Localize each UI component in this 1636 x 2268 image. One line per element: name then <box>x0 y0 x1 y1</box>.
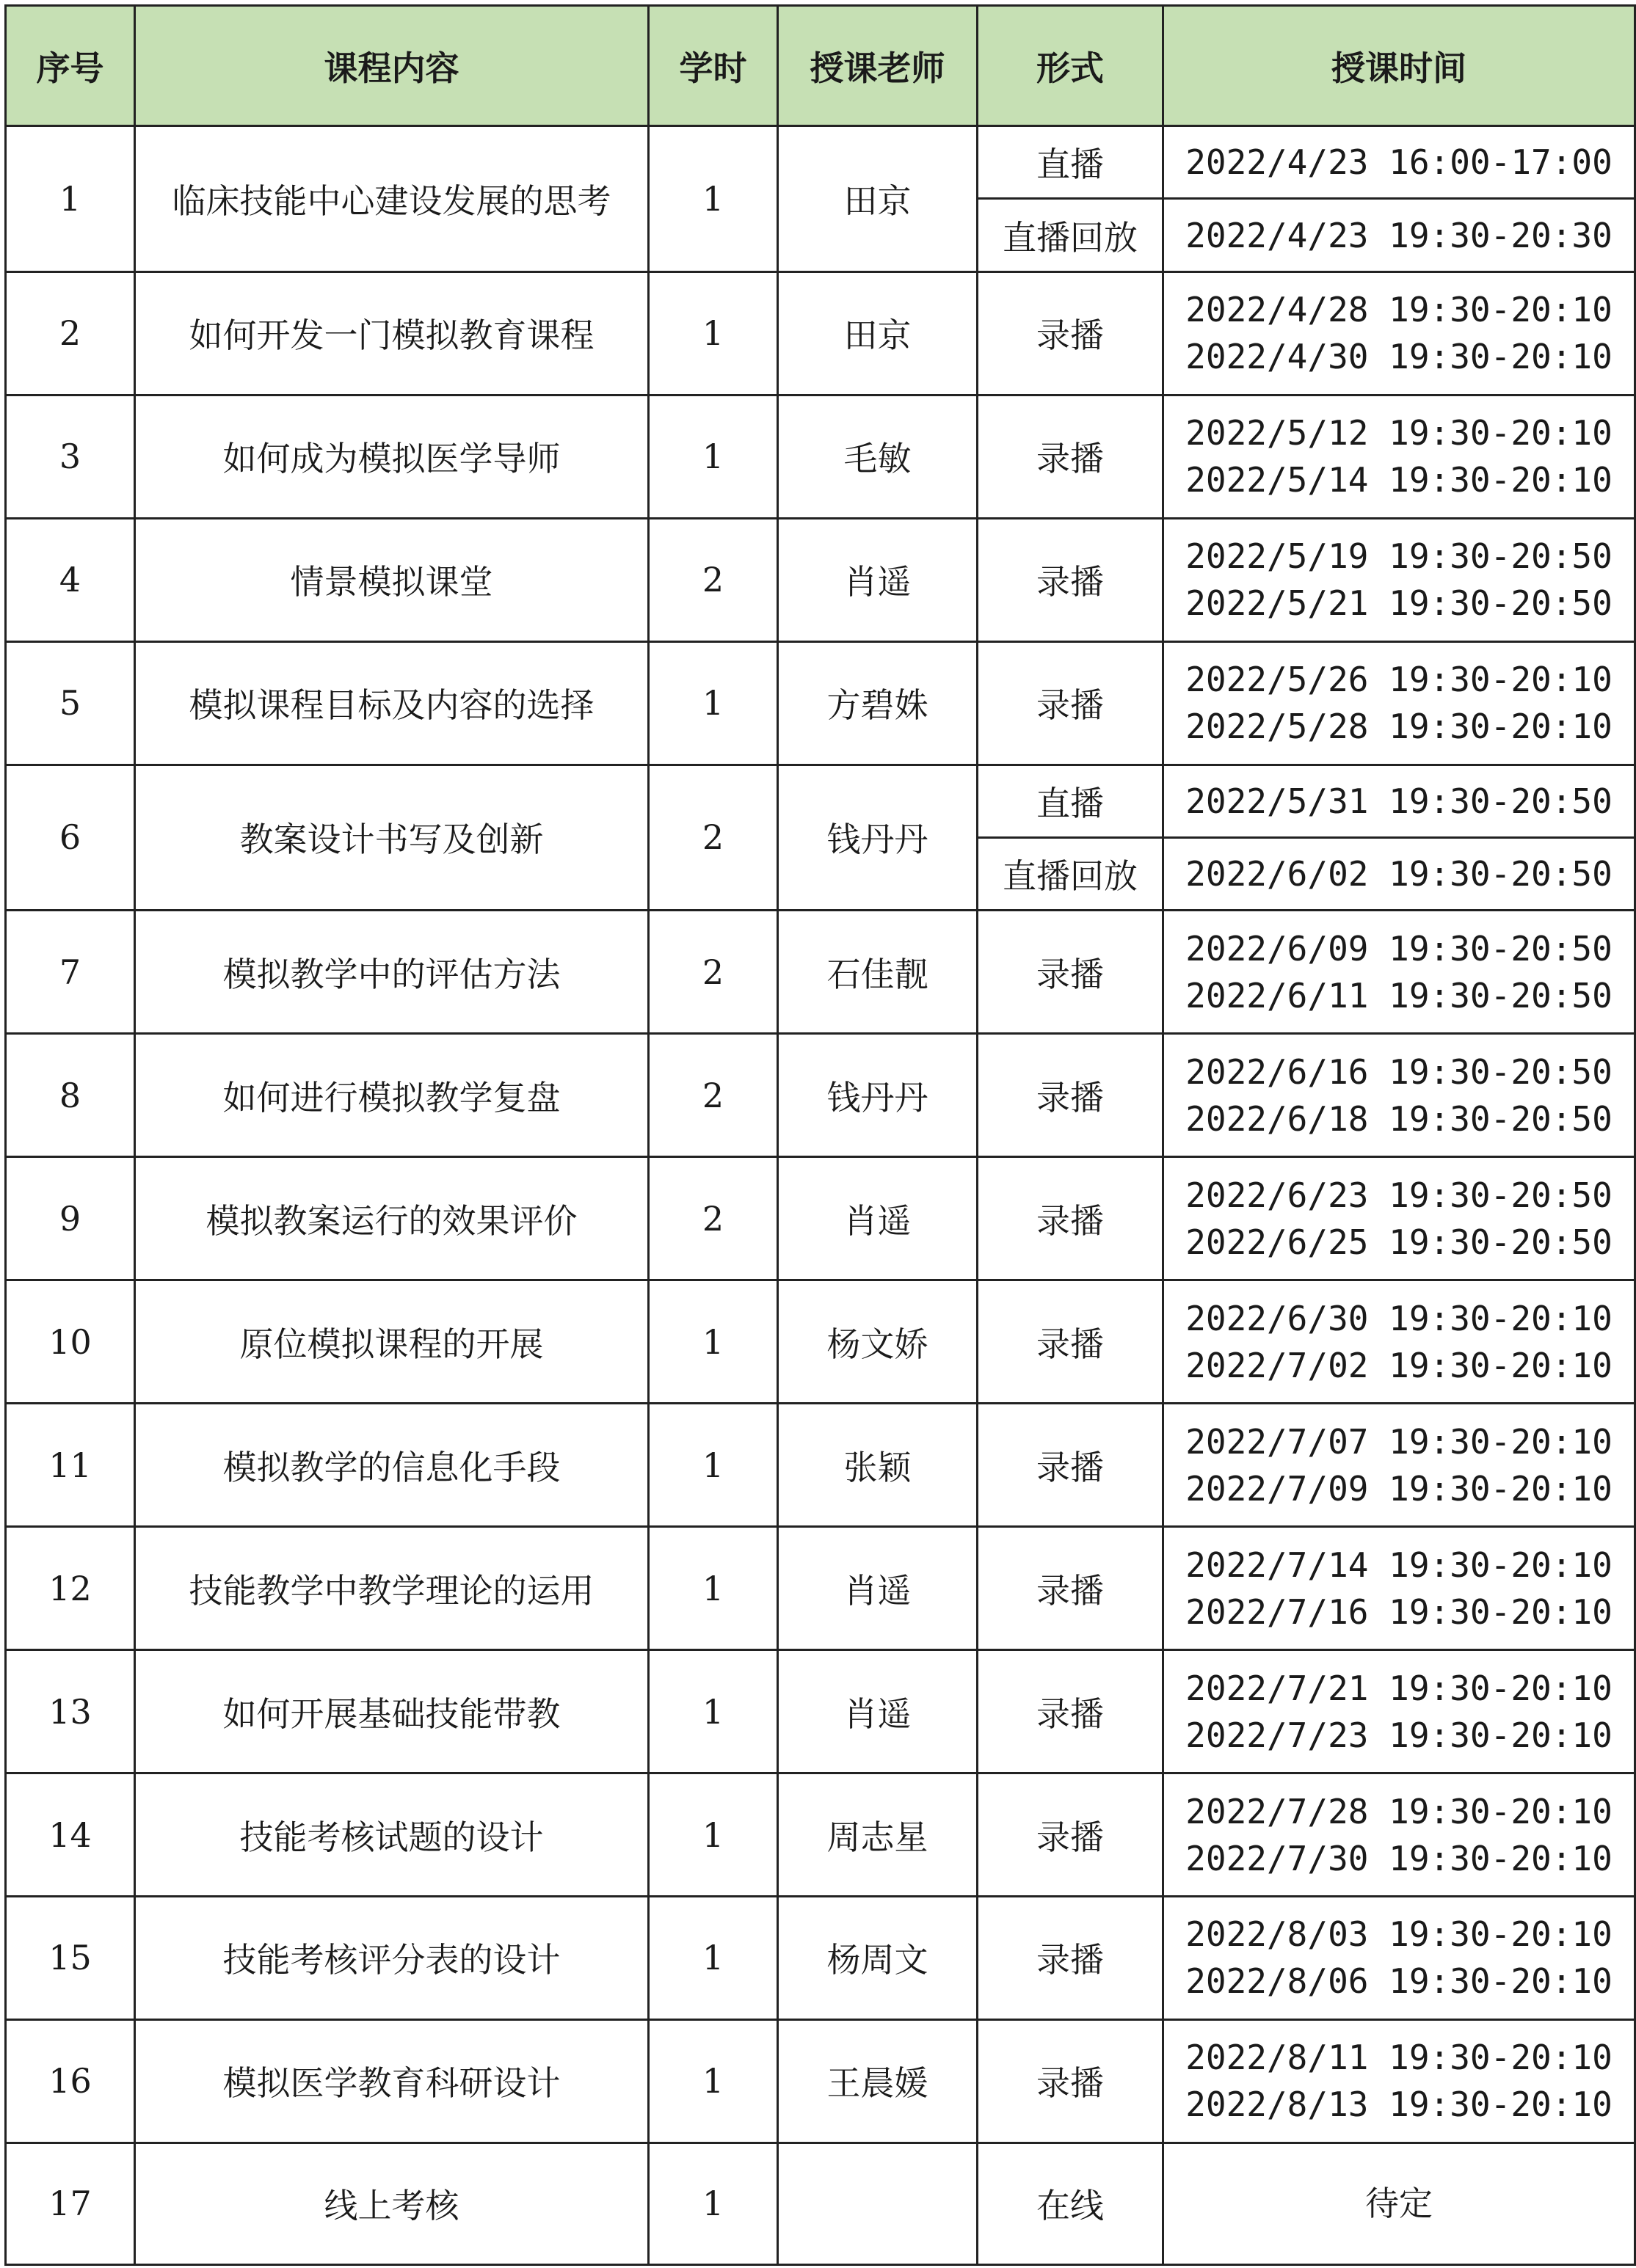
table-row <box>6 1527 1635 1650</box>
cell-hours: 2 <box>649 911 778 1034</box>
cell-time <box>1163 271 1635 395</box>
header-index: 序号 <box>6 6 135 126</box>
cell-course: 如何开发一门模拟教育课程 <box>135 271 649 395</box>
time-slot: 2022/8/03 19:30-20:10 <box>1185 1914 1613 1955</box>
cell-time <box>1163 395 1635 518</box>
cell-teacher <box>778 2143 978 2264</box>
table-row <box>6 1773 1635 1897</box>
cell-course: 线上考核 <box>135 2143 649 2264</box>
time-slot: 2022/7/07 19:30-20:10 <box>1185 1421 1613 1462</box>
table-row <box>6 765 1635 837</box>
cell-format: 在线 <box>978 2143 1163 2264</box>
cell-time <box>1163 765 1635 837</box>
cell-hours: 1 <box>649 2143 778 2264</box>
cell-format: 录播 <box>978 1650 1163 1773</box>
table-row <box>6 1280 1635 1404</box>
table-row <box>6 1650 1635 1773</box>
cell-time <box>1163 1034 1635 1157</box>
time-slot: 2022/7/30 19:30-20:10 <box>1185 1838 1613 1878</box>
cell-index: 1 <box>6 126 135 272</box>
time-slot: 2022/4/23 16:00-17:00 <box>1185 142 1613 183</box>
cell-time <box>1163 641 1635 765</box>
cell-index: 15 <box>6 1897 135 2020</box>
cell-course: 技能考核试题的设计 <box>135 1773 649 1897</box>
cell-course: 模拟课程目标及内容的选择 <box>135 641 649 765</box>
cell-hours: 1 <box>649 1773 778 1897</box>
cell-time <box>1163 2019 1635 2143</box>
cell-teacher: 周志星 <box>778 1773 978 1897</box>
table-row <box>6 1157 1635 1280</box>
cell-hours: 1 <box>649 271 778 395</box>
table-row <box>6 518 1635 641</box>
cell-teacher: 毛敏 <box>778 395 978 518</box>
cell-index: 5 <box>6 641 135 765</box>
table-header <box>6 6 1635 126</box>
header-course: 课程内容 <box>135 6 649 126</box>
cell-teacher: 田京 <box>778 126 978 272</box>
time-slot: 2022/5/31 19:30-20:50 <box>1185 781 1613 821</box>
time-slot: 2022/5/14 19:30-20:10 <box>1185 460 1613 500</box>
cell-format: 录播 <box>978 2019 1163 2143</box>
cell-format: 直播 <box>978 765 1163 837</box>
cell-index: 13 <box>6 1650 135 1773</box>
cell-hours: 1 <box>649 641 778 765</box>
table-row <box>6 911 1635 1034</box>
cell-time <box>1163 1897 1635 2020</box>
cell-time <box>1163 837 1635 910</box>
time-slot: 2022/6/09 19:30-20:50 <box>1185 928 1613 969</box>
cell-teacher: 杨文娇 <box>778 1280 978 1404</box>
cell-format: 录播 <box>978 1527 1163 1650</box>
time-slot: 2022/7/28 19:30-20:10 <box>1185 1791 1613 1831</box>
cell-index: 4 <box>6 518 135 641</box>
cell-teacher: 王晨媛 <box>778 2019 978 2143</box>
cell-hours: 1 <box>649 1527 778 1650</box>
time-slot: 2022/4/23 19:30-20:30 <box>1185 215 1613 255</box>
time-slot: 2022/5/19 19:30-20:50 <box>1185 536 1613 577</box>
header-row <box>6 6 1635 126</box>
cell-time <box>1163 1773 1635 1897</box>
cell-format: 录播 <box>978 1280 1163 1404</box>
cell-course: 原位模拟课程的开展 <box>135 1280 649 1404</box>
cell-teacher: 钱丹丹 <box>778 1034 978 1157</box>
cell-hours: 2 <box>649 1034 778 1157</box>
cell-time <box>1163 1404 1635 1527</box>
time-slot: 2022/6/16 19:30-20:50 <box>1185 1051 1613 1092</box>
cell-teacher: 杨周文 <box>778 1897 978 2020</box>
time-slot: 2022/7/23 19:30-20:10 <box>1185 1715 1613 1755</box>
cell-hours: 1 <box>649 1897 778 2020</box>
time-slot: 2022/5/28 19:30-20:10 <box>1185 707 1613 747</box>
cell-teacher: 肖遥 <box>778 1650 978 1773</box>
time-slot: 待定 <box>1365 2184 1433 2224</box>
cell-time <box>1163 1157 1635 1280</box>
cell-format: 录播 <box>978 395 1163 518</box>
cell-teacher: 肖遥 <box>778 1527 978 1650</box>
time-slot: 2022/7/02 19:30-20:10 <box>1185 1345 1613 1385</box>
cell-course: 如何开展基础技能带教 <box>135 1650 649 1773</box>
cell-teacher: 田京 <box>778 271 978 395</box>
cell-time <box>1163 1527 1635 1650</box>
cell-hours: 1 <box>649 1650 778 1773</box>
cell-index: 17 <box>6 2143 135 2264</box>
cell-course: 模拟教案运行的效果评价 <box>135 1157 649 1280</box>
time-slot: 2022/7/16 19:30-20:10 <box>1185 1591 1613 1632</box>
cell-index: 2 <box>6 271 135 395</box>
table-row <box>6 1897 1635 2020</box>
header-time: 授课时间 <box>1163 6 1635 126</box>
time-slot: 2022/4/28 19:30-20:10 <box>1185 290 1613 330</box>
time-slot: 2022/5/21 19:30-20:50 <box>1185 583 1613 624</box>
cell-format: 录播 <box>978 641 1163 765</box>
cell-index: 10 <box>6 1280 135 1404</box>
cell-index: 14 <box>6 1773 135 1897</box>
cell-format: 录播 <box>978 911 1163 1034</box>
table-row <box>6 641 1635 765</box>
cell-hours: 1 <box>649 126 778 272</box>
time-slot: 2022/6/18 19:30-20:50 <box>1185 1098 1613 1139</box>
cell-index: 3 <box>6 395 135 518</box>
cell-course: 临床技能中心建设发展的思考 <box>135 126 649 272</box>
cell-format: 直播回放 <box>978 837 1163 910</box>
cell-course: 技能考核评分表的设计 <box>135 1897 649 2020</box>
table-row <box>6 271 1635 395</box>
cell-teacher: 肖遥 <box>778 518 978 641</box>
table-row <box>6 395 1635 518</box>
time-slot: 2022/6/02 19:30-20:50 <box>1185 854 1613 894</box>
time-slot: 2022/5/12 19:30-20:10 <box>1185 413 1613 453</box>
cell-course: 模拟医学教育科研设计 <box>135 2019 649 2143</box>
cell-format: 录播 <box>978 1157 1163 1280</box>
time-slot: 2022/6/30 19:30-20:10 <box>1185 1298 1613 1338</box>
cell-course: 如何成为模拟医学导师 <box>135 395 649 518</box>
cell-index: 11 <box>6 1404 135 1527</box>
cell-hours: 2 <box>649 1157 778 1280</box>
header-teacher: 授课老师 <box>778 6 978 126</box>
cell-index: 9 <box>6 1157 135 1280</box>
cell-time <box>1163 1650 1635 1773</box>
cell-time <box>1163 1280 1635 1404</box>
cell-format: 直播回放 <box>978 199 1163 271</box>
cell-format: 录播 <box>978 518 1163 641</box>
cell-course: 教案设计书写及创新 <box>135 765 649 911</box>
cell-time <box>1163 518 1635 641</box>
table-row <box>6 2019 1635 2143</box>
cell-time <box>1163 199 1635 271</box>
table-row <box>6 126 1635 199</box>
cell-teacher: 张颖 <box>778 1404 978 1527</box>
cell-index: 12 <box>6 1527 135 1650</box>
time-slot: 2022/7/14 19:30-20:10 <box>1185 1545 1613 1585</box>
table-row <box>6 1034 1635 1157</box>
cell-format: 录播 <box>978 1034 1163 1157</box>
cell-format: 直播 <box>978 126 1163 199</box>
cell-hours: 1 <box>649 1404 778 1527</box>
cell-teacher: 钱丹丹 <box>778 765 978 911</box>
time-slot: 2022/6/11 19:30-20:50 <box>1185 975 1613 1016</box>
time-slot: 2022/4/30 19:30-20:10 <box>1185 337 1613 377</box>
cell-index: 6 <box>6 765 135 911</box>
time-slot: 2022/7/21 19:30-20:10 <box>1185 1668 1613 1708</box>
time-slot: 2022/7/09 19:30-20:10 <box>1185 1468 1613 1509</box>
cell-format: 录播 <box>978 1897 1163 2020</box>
cell-course: 技能教学中教学理论的运用 <box>135 1527 649 1650</box>
cell-teacher: 石佳靓 <box>778 911 978 1034</box>
cell-hours: 1 <box>649 395 778 518</box>
time-slot: 2022/8/13 19:30-20:10 <box>1185 2085 1613 2125</box>
table-row <box>6 1404 1635 1527</box>
header-format: 形式 <box>978 6 1163 126</box>
cell-course: 模拟教学的信息化手段 <box>135 1404 649 1527</box>
cell-format: 录播 <box>978 1404 1163 1527</box>
time-slot: 2022/6/25 19:30-20:50 <box>1185 1222 1613 1262</box>
cell-hours: 2 <box>649 518 778 641</box>
cell-index: 7 <box>6 911 135 1034</box>
header-hours: 学时 <box>649 6 778 126</box>
cell-time <box>1163 911 1635 1034</box>
cell-format: 录播 <box>978 1773 1163 1897</box>
cell-hours: 2 <box>649 765 778 911</box>
cell-time <box>1163 2143 1635 2264</box>
course-schedule-table <box>4 4 1636 2266</box>
table-row <box>6 2143 1635 2264</box>
cell-course: 情景模拟课堂 <box>135 518 649 641</box>
cell-hours: 1 <box>649 1280 778 1404</box>
cell-format: 录播 <box>978 271 1163 395</box>
cell-teacher: 肖遥 <box>778 1157 978 1280</box>
cell-teacher: 方碧姝 <box>778 641 978 765</box>
cell-hours: 1 <box>649 2019 778 2143</box>
cell-course: 如何进行模拟教学复盘 <box>135 1034 649 1157</box>
cell-time <box>1163 126 1635 199</box>
time-slot: 2022/8/06 19:30-20:10 <box>1185 1961 1613 2002</box>
cell-course: 模拟教学中的评估方法 <box>135 911 649 1034</box>
time-slot: 2022/5/26 19:30-20:10 <box>1185 660 1613 700</box>
table-body <box>6 126 1635 2265</box>
cell-index: 8 <box>6 1034 135 1157</box>
time-slot: 2022/8/11 19:30-20:10 <box>1185 2038 1613 2078</box>
cell-index: 16 <box>6 2019 135 2143</box>
time-slot: 2022/6/23 19:30-20:50 <box>1185 1175 1613 1215</box>
